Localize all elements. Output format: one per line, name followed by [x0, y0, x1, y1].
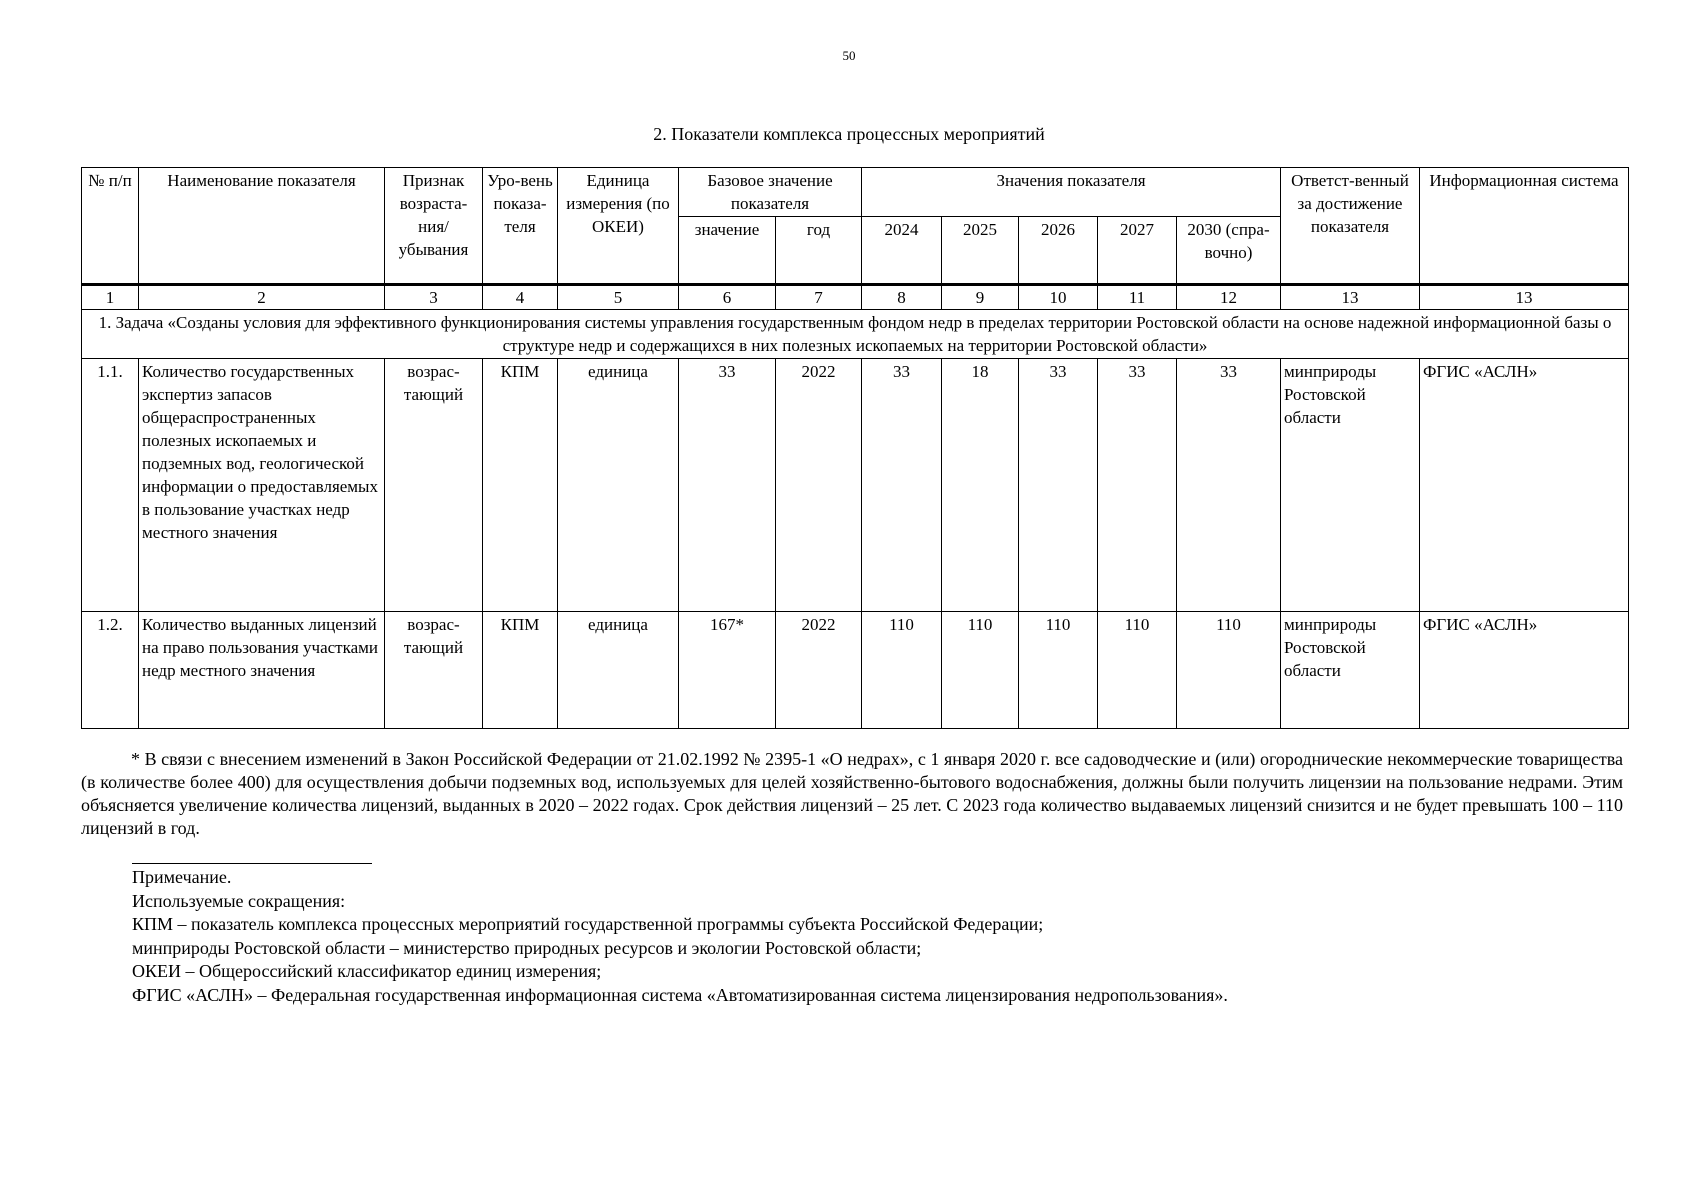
column-number: 12 — [1177, 285, 1281, 310]
header-2024: 2024 — [862, 217, 942, 285]
row-base-year: 2022 — [776, 359, 862, 612]
page-number: 50 — [842, 48, 856, 63]
header-row-1 — [82, 168, 1629, 217]
table-row — [82, 612, 1629, 729]
column-number: 6 — [679, 285, 776, 310]
column-number: 3 — [385, 285, 483, 310]
row-base-value: 33 — [679, 359, 776, 612]
row-value-2025: 110 — [942, 612, 1019, 729]
header-base-year: год — [776, 217, 862, 285]
notes-heading: Примечание. — [132, 867, 232, 887]
column-number: 1 — [82, 285, 139, 310]
task-cell: 1. Задача «Созданы условия для эффективного функционирования системы управления государственным фондом недр в пределах территории Ростовской области на основе надежной информационной базы о структуре недр и содержащихся в них полезных ископаемых на территории Ростовской области» — [82, 310, 1629, 359]
header-name: Наименование показателя — [139, 168, 385, 285]
header-2025: 2025 — [942, 217, 1019, 285]
header-values: Значения показателя — [862, 168, 1281, 217]
row-value-2026: 33 — [1019, 359, 1098, 612]
column-number: 9 — [942, 285, 1019, 310]
column-numbers-row — [82, 285, 1629, 310]
row-system: ФГИС «АСЛН» — [1420, 612, 1629, 729]
row-value-2027: 33 — [1098, 359, 1177, 612]
header-level: Уро-вень показа-теля — [483, 168, 558, 285]
header-responsible: Ответст-венный за достижение показателя — [1281, 168, 1420, 285]
row-value-2024: 33 — [862, 359, 942, 612]
row-base-value: 167* — [679, 612, 776, 729]
row-level: КПМ — [483, 612, 558, 729]
header-2026: 2026 — [1019, 217, 1098, 285]
row-num: 1.1. — [82, 359, 139, 612]
column-number: 7 — [776, 285, 862, 310]
row-sign: возрас-тающий — [385, 359, 483, 612]
column-number: 10 — [1019, 285, 1098, 310]
header-unit: Единица измерения (по ОКЕИ) — [558, 168, 679, 285]
notes-divider — [132, 863, 372, 864]
row-unit: единица — [558, 359, 679, 612]
column-number: 13 — [1281, 285, 1420, 310]
column-number: 4 — [483, 285, 558, 310]
row-unit: единица — [558, 612, 679, 729]
row-name: Количество выданных лицензий на право пользования участками недр местного значения — [139, 612, 385, 729]
row-num: 1.2. — [82, 612, 139, 729]
section-title: 2. Показатели комплекса процессных мероприятий — [653, 124, 1045, 144]
header-2030: 2030 (спра-вочно) — [1177, 217, 1281, 285]
header-num: № п/п — [82, 168, 139, 285]
abbreviation-item: минприроды Ростовской области – министерство природных ресурсов и экологии Ростовской области; — [132, 937, 922, 958]
column-number: 5 — [558, 285, 679, 310]
row-value-2025: 18 — [942, 359, 1019, 612]
row-value-2030: 33 — [1177, 359, 1281, 612]
abbreviation-item: КПМ – показатель комплекса процессных мероприятий государственной программы субъекта Российской Федерации; — [132, 914, 1044, 934]
row-responsible: минприроды Ростовской области — [1281, 359, 1420, 612]
task-row — [82, 310, 1629, 359]
abbreviation-item: ОКЕИ – Общероссийский классификатор единиц измерения; — [132, 961, 602, 981]
row-responsible: минприроды Ростовской области — [1281, 612, 1420, 729]
header-base: Базовое значение показателя — [679, 168, 862, 217]
row-level: КПМ — [483, 359, 558, 612]
header-base-value: значение — [679, 217, 776, 285]
row-system: ФГИС «АСЛН» — [1420, 359, 1629, 612]
header-system: Информационная система — [1420, 168, 1629, 285]
header-2027: 2027 — [1098, 217, 1177, 285]
column-number: 8 — [862, 285, 942, 310]
footnote: * В связи с внесением изменений в Закон Российской Федерации от 21.02.1992 № 2395-1 «О недрах», с 1 января 2020 г. все садоводческие и (или) огороднические некоммерческие товарищества (в количестве более 400) для осуществления добычи подземных вод, используемых для целей хозяйственно-бытового водоснабжения, должны были получить лицензии на пользование недрами. Этим объясняется увеличение количества лицензий, выданных в 2020 – 2022 годах. Срок действия лицензий – 25 лет. С 2023 года количество выдаваемых лицензий снизится и не будет превышать 100 – 110 лицензий в год. — [81, 749, 1623, 838]
abbreviations-heading: Используемые сокращения: — [132, 890, 346, 911]
header-sign: Признак возраста-ния/ убывания — [385, 168, 483, 285]
column-number: 11 — [1098, 285, 1177, 310]
row-value-2027: 110 — [1098, 612, 1177, 729]
row-base-year: 2022 — [776, 612, 862, 729]
column-number: 13 — [1420, 285, 1629, 310]
indicators-table — [81, 167, 1629, 729]
row-sign: возрас-тающий — [385, 612, 483, 729]
row-value-2026: 110 — [1019, 612, 1098, 729]
abbreviation-item: ФГИС «АСЛН» – Федеральная государственная информационная система «Автоматизированная система лицензирования недропользования». — [132, 984, 1228, 1005]
row-name: Количество государственных экспертиз запасов общераспространенных полезных ископаемых и подземных вод, геологической информации о предоставляемых в пользование участках недр местного значения — [139, 359, 385, 612]
row-value-2030: 110 — [1177, 612, 1281, 729]
column-number: 2 — [139, 285, 385, 310]
row-value-2024: 110 — [862, 612, 942, 729]
table-row — [82, 359, 1629, 612]
notes-block — [132, 866, 1612, 1007]
